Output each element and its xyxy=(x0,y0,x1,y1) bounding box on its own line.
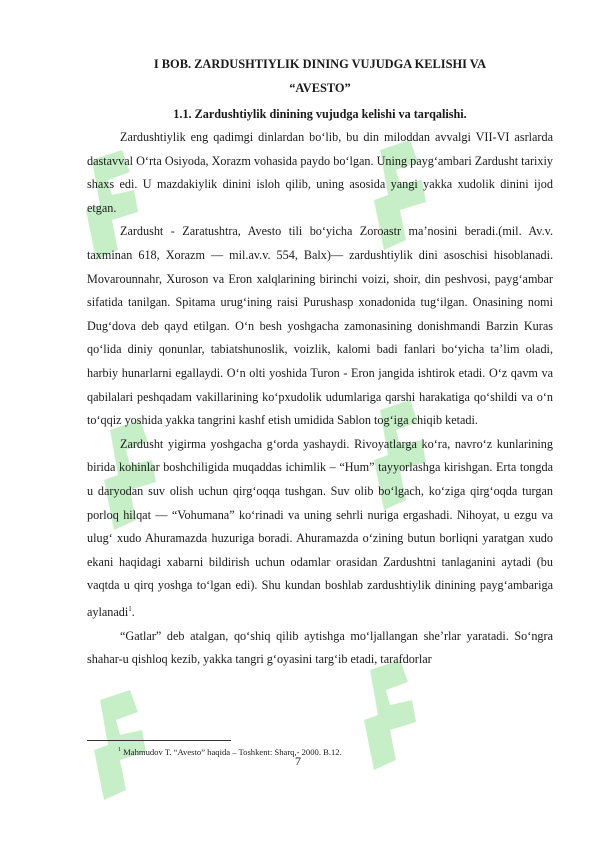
body-text xyxy=(87,126,553,672)
footnote-text: Mahmudov T. “Avesto” haqida – Toshkent: Sharq,- 2000. B.12. xyxy=(121,746,342,757)
footnote-number: 1 xyxy=(118,747,121,753)
footnote-reference[interactable]: 1 xyxy=(128,604,132,613)
section-title: 1.1. Zardushtiylik dinining vujudga kelishi va tarqalishi. xyxy=(173,107,467,121)
footnote-divider xyxy=(87,740,231,741)
paragraph: Zardusht yigirma yoshgacha g‘orda yashaydi. Rivoyatlarga ko‘ra, navro‘z kunlarining birida kohinlar boshchiligida muqaddas ichimlik – “Hum” tayyorlashga kirishgan. Erta tongda u daryodan suv olish uchun qirg‘oqqa tushgan. Suv olib bo‘lgach, ko‘ziga qirg‘oqda turgan porloq hilqat — “Vohumana” ko‘rinadi va uning sehrli nuriga ergashadi. Nihoyat, u ezgu va ulug‘ xudo Ahuramazda huzuriga boradi. Ahuramazda o‘zining butun borliqni yaratgan xudo ekani haqidagi xabarni bildirish uchun odamlar orasidan Zardushtni tanlaganini aytadi (bu vaqtda u qirq yoshga to‘lgan edi). Shu kundan boshlab zardushtiylik dinining payg‘ambariga aylanadi$^1$. xyxy=(87,436,553,619)
paragraph-text: Zardusht yigirma yoshgacha g‘orda yashaydi. Rivoyatlarga ko‘ra, navro‘z kunlarining birida kohinlar boshchiligida muqaddas ichimlik – “Hum” tayyorlashga kirishgan. Erta tongda u daryodan suv olish uchun qirg‘oqqa tushgan. Suv olib bo‘lgach, ko‘ziga qirg‘oqda turgan porloq hilqat — “Vohumana” ko‘rinadi va uning sehrli nuriga ergashadi. Nihoyat, u ezgu va ulug‘ xudo Ahuramazda huzuriga boradi. Ahuramazda o‘zining butun borliqni yaratgan xudo ekani haqidagi xabarni bildirish uchun odamlar orasidan Zardushtni tanlaganini aytadi (bu vaqtda u qirq yoshga to‘lgan edi). Shu kundan boshlab zardushtiylik dinining payg‘ambariga aylanadi xyxy=(87,436,553,619)
paragraph: Zardushtiylik eng qadimgi dinlardan bo‘lib, bu din miloddan avvalgi VII-VI asrlarda dastavval O‘rta Osiyoda, Xorazm vohasida paydo bo‘lgan. Uning payg‘ambari Zardusht tarixiy shaxs edi. U mazdakiylik dinini isloh qilib, uning asosida yangi yakka xudolik dinini ijod etgan. xyxy=(87,130,553,215)
paragraph: “Gatlar” deb atalgan, qo‘shiq qilib aytishga mo‘ljallangan she’rlar yaratadi. So‘ngra shahar-u qishloq kezib, yakka tangri g‘oyasini targ‘ib etadi, tarafdorlar xyxy=(87,628,553,667)
chapter-title-line1: I BOB. ZARDUSHTIYLIK DINING VUJUDGA KELISHI VA xyxy=(153,57,487,71)
chapter-title-line2: “AVESTO” xyxy=(289,81,351,95)
paragraph: Zardusht - Zaratushtra, Avesto tili bo‘yicha Zoroastr ma’nosini beradi.(mil. Av.v. taxminan 618, Xorazm — mil.av.v. 554, Balx)— zardushtiylik dini asoschisi hisoblanadi. Movarounnahr, Xuroson va Eron xalqlarining birinchi voizi, shoir, din peshvosi, payg‘ambar sifatida tanilgan. Spitama urug‘ining raisi Purushasp xonadonida tug‘ilgan. Onasining nomi Dug‘dova deb qayd etilgan. O‘n besh yoshgacha zamonasining donishmandi Barzin Kuras qo‘lida diniy qonunlar, tabiatshunoslik, voizlik, kalomi badi fanlari bo‘yicha ta’lim oladi, harbiy hunarlarni egallaydi. O‘n olti yoshida Turon - Eron jangida ishtirok etadi. O‘z qavm va qabilalari peshqadam vakillarining ko‘pxudolik udumlariga qarshi harakatiga qo‘shildi va o‘n to‘qqiz yoshida yakka tangrini kashf etish umidida Sablon tog‘iga chiqib ketadi. xyxy=(87,224,553,428)
page-number: 7 xyxy=(295,754,301,768)
